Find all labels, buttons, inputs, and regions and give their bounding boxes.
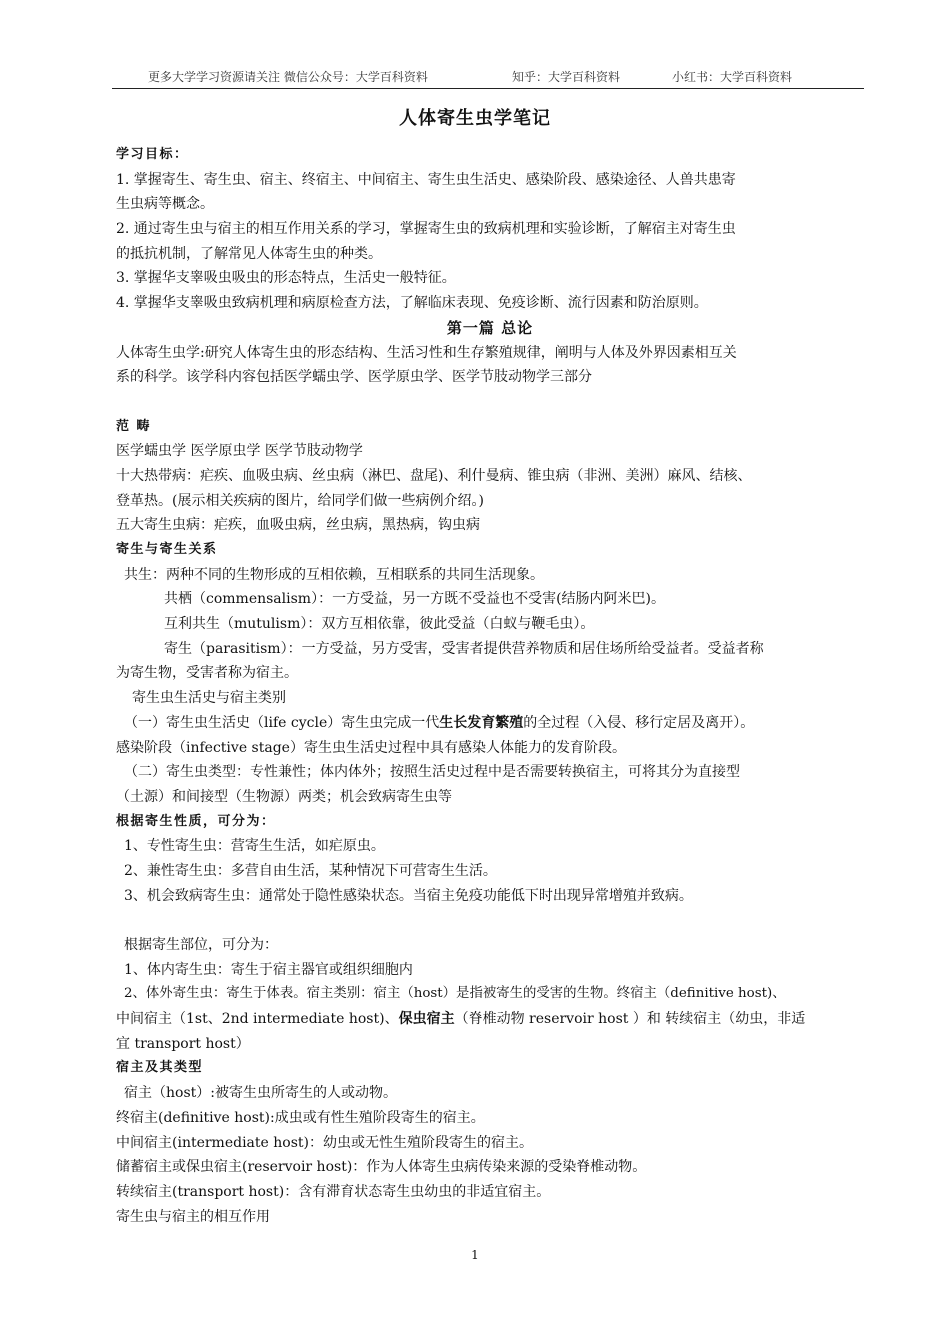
text-line: 2、体外寄生虫：寄生于体表。宿主类别：宿主（host）是指被寄生的受害的生物。终宿主（definitive host)、 [124,986,786,1002]
emphasis-text: 生长发育繁殖 [439,714,524,731]
text-line: 宜 transport host） [116,1035,250,1052]
text-segment: （脊椎动物 reservoir host ）和 转续宿主（幼虫，非适 [454,1011,806,1028]
text-line: 寄生（parasitism）：一方受益，另方受害，受害者提供营养物质和居住场所给受益者。受益者称 [164,640,764,657]
text-line: 为寄生物，受害者称为宿主。 [116,665,298,682]
header-divider [112,88,864,89]
text-line: 感染阶段（infective stage）寄生虫生活史过程中具有感染人体能力的发育阶段。 [116,739,626,756]
text-segment: （一）寄生虫生活史（life cycle）寄生虫完成一代 [124,714,440,731]
text-segment: 的全过程（入侵、移行定居及离开）。 [523,714,755,731]
text-line: 寄生虫与宿主的相互作用 [116,1208,270,1225]
text-line: 1、专性寄生虫：营寄生生活，如疟原虫。 [124,838,385,855]
text-line: 4. 掌握华支睾吸虫致病机理和病原检查方法，了解临床表现、免疫诊断、流行因素和防治原则。 [116,295,708,312]
text-line: 登革热。(展示相关疾病的图片，给同学们做一些病例介绍。) [116,492,484,509]
text-segment: 中间宿主（1st、2nd intermediate host)、 [116,1011,399,1028]
document-body [116,143,864,1229]
text-line: 中间宿主(intermediate host)：幼虫或无性生殖阶段寄生的宿主。 [116,1134,533,1151]
section-heading-scope: 范 畴 [116,418,152,434]
text-line: 生虫病等概念。 [116,196,214,213]
section-heading-parasitism: 寄生与寄生关系 [116,542,218,557]
text-line: 互利共生（mutulism）：双方互相依靠，彼此受益（白蚁与鞭毛虫）。 [164,616,595,633]
blank-line [116,908,864,933]
text-line: 寄生虫生活史与宿主类别 [132,690,286,707]
text-line: 共生：两种不同的生物形成的互相依赖，互相联系的共同生活现象。 [124,566,544,583]
text-line: 转续宿主(transport host)：含有滞育状态寄生虫幼虫的非适宜宿主。 [116,1183,551,1200]
section-heading-objectives: 学习目标： [116,147,189,162]
document-title: 人体寄生虫学笔记 [399,108,551,129]
header-xiaohongshu-note: 小红书：大学百科资料 [672,70,793,84]
page-header [112,66,864,86]
section-heading-by-nature: 根据寄生性质，可分为： [116,813,276,829]
text-line: 五大寄生虫病：疟疾，血吸虫病，丝虫病，黑热病，钩虫病 [116,517,480,534]
text-line: 的抵抗机制，了解常见人体寄生虫的种类。 [116,245,382,262]
header-zhihu-note: 知乎：大学百科资料 [512,70,621,84]
text-line: 系的科学。该学科内容包括医学蠕虫学、医学原虫学、医学节肢动物学三部分 [116,369,592,386]
text-line: 2. 通过寄生虫与宿主的相互作用关系的学习，掌握寄生虫的致病机理和实验诊断，了解宿主对寄生虫 [116,221,736,238]
text-line: 人体寄生虫学:研究人体寄生虫的形态结构、生活习性和生存繁殖规律，阐明与人体及外界因素相互关 [116,344,737,361]
text-line: 共栖（commensalism）：一方受益，另一方既不受益也不受害(结肠内阿米巴)。 [164,591,665,608]
page-number: 1 [471,1248,479,1262]
text-line [116,711,864,736]
text-line: 储蓄宿主或保虫宿主(reservoir host)：作为人体寄生虫病传染来源的受染脊椎动物。 [116,1159,647,1176]
header-wechat-note: 更多大学学习资源请关注 微信公众号：大学百科资料 [148,70,428,84]
text-line: 医学蠕虫学 医学原虫学 医学节肢动物学 [116,443,363,460]
text-line: 十大热带病：疟疾、血吸虫病、丝虫病（淋巴、盘尾)、利什曼病、锥虫病（非洲、美洲）麻风、结核、 [116,467,752,484]
blank-line [116,390,864,415]
text-line: 3. 掌握华支睾吸虫吸虫的形态特点，生活史一般特征。 [116,270,456,287]
text-line [116,1007,864,1032]
text-line: （二）寄生虫类型：专性兼性；体内体外；按照生活史过程中是否需要转换宿主，可将其分为直接型 [124,764,740,781]
section-heading-host-types: 宿主及其类型 [116,1060,204,1076]
part-heading-general: 第一篇 总论 [446,318,534,337]
text-line: 1、体内寄生虫：寄生于宿主器官或组织细胞内 [124,961,413,978]
text-line: 3、机会致病寄生虫：通常处于隐性感染状态。当宿主免疫功能低下时出现异常增殖并致病。 [124,887,693,904]
emphasis-text: 保虫宿主 [398,1011,455,1028]
text-line: （土源）和间接型（生物源）两类；机会致病寄生虫等 [116,788,452,805]
text-line: 2、兼性寄生虫：多营自由生活，某种情况下可营寄生生活。 [124,862,497,879]
text-line: 根据寄生部位，可分为： [124,937,278,953]
text-line: 终宿主(definitive host):成虫或有性生殖阶段寄生的宿主。 [116,1109,485,1126]
text-line: 1. 掌握寄生、寄生虫、宿主、终宿主、中间宿主、寄生虫生活史、感染阶段、感染途径、人兽共患寄 [116,171,736,188]
text-line: 宿主（host）:被寄生虫所寄生的人或动物。 [124,1085,397,1102]
